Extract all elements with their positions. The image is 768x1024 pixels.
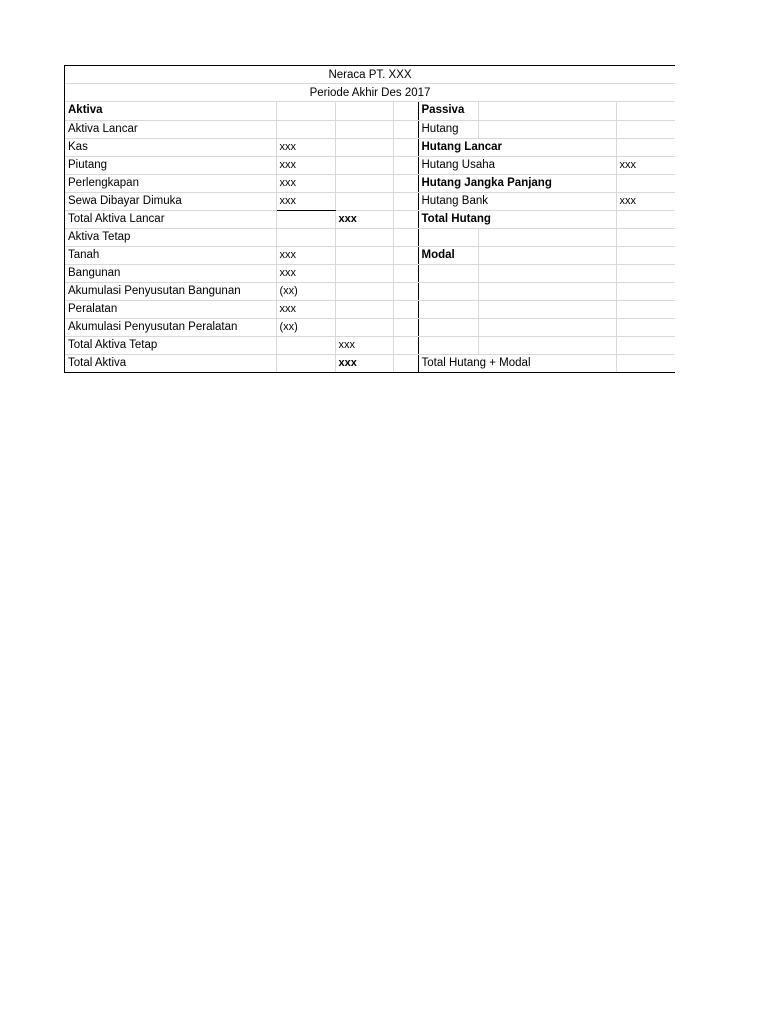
column-divider	[393, 318, 418, 336]
aktiva-label: Aktiva Lancar	[65, 120, 276, 138]
table-row	[65, 246, 675, 264]
passiva-spacer	[478, 120, 616, 138]
passiva-spacer	[478, 102, 616, 120]
aktiva-label: Akumulasi Penyusutan Bangunan	[65, 282, 276, 300]
table-row	[65, 264, 675, 282]
aktiva-value	[276, 102, 335, 120]
table-row	[65, 138, 675, 156]
passiva-value	[616, 336, 675, 354]
passiva-label	[418, 300, 478, 318]
aktiva-label: Total Aktiva Lancar	[65, 210, 276, 228]
passiva-spacer	[478, 300, 616, 318]
sheet-title: Neraca PT. XXX	[65, 66, 675, 84]
aktiva-total	[335, 228, 393, 246]
passiva-label: Hutang Bank	[418, 192, 616, 210]
aktiva-value	[276, 228, 335, 246]
aktiva-total	[335, 264, 393, 282]
table-row	[65, 336, 675, 354]
passiva-spacer	[478, 246, 616, 264]
passiva-spacer	[478, 264, 616, 282]
passiva-value	[616, 210, 675, 228]
column-divider	[393, 156, 418, 174]
passiva-label	[418, 264, 478, 282]
aktiva-total	[335, 282, 393, 300]
passiva-value: xxx	[616, 192, 675, 210]
passiva-value	[616, 120, 675, 138]
aktiva-label: Bangunan	[65, 264, 276, 282]
aktiva-total	[335, 318, 393, 336]
passiva-label: Hutang Usaha	[418, 156, 616, 174]
balance-sheet	[64, 65, 675, 373]
balance-sheet-table	[65, 102, 675, 372]
passiva-label: Hutang Lancar	[418, 138, 616, 156]
passiva-label: Modal	[418, 246, 478, 264]
passiva-label: Total Hutang	[418, 210, 616, 228]
table-row	[65, 354, 675, 372]
column-divider	[393, 282, 418, 300]
aktiva-value	[276, 336, 335, 354]
passiva-value	[616, 102, 675, 120]
table-row	[65, 102, 675, 120]
passiva-spacer	[478, 282, 616, 300]
aktiva-value	[276, 354, 335, 372]
passiva-value	[616, 354, 675, 372]
aktiva-value: xxx	[276, 156, 335, 174]
passiva-label: Hutang Jangka Panjang	[418, 174, 616, 192]
table-row	[65, 282, 675, 300]
aktiva-total	[335, 192, 393, 210]
aktiva-total	[335, 156, 393, 174]
aktiva-label: Sewa Dibayar Dimuka	[65, 192, 276, 210]
column-divider	[393, 210, 418, 228]
passiva-value: xxx	[616, 156, 675, 174]
column-divider	[393, 336, 418, 354]
table-row	[65, 192, 675, 210]
aktiva-value	[276, 120, 335, 138]
passiva-label: Passiva	[418, 102, 478, 120]
aktiva-label: Kas	[65, 138, 276, 156]
passiva-label	[418, 228, 478, 246]
aktiva-value: xxx	[276, 174, 335, 192]
aktiva-total	[335, 246, 393, 264]
column-divider	[393, 102, 418, 120]
passiva-value	[616, 300, 675, 318]
aktiva-total: xxx	[335, 336, 393, 354]
aktiva-value: xxx	[276, 264, 335, 282]
passiva-label	[418, 318, 478, 336]
table-row	[65, 300, 675, 318]
aktiva-label: Total Aktiva	[65, 354, 276, 372]
aktiva-total	[335, 138, 393, 156]
passiva-spacer	[478, 318, 616, 336]
column-divider	[393, 174, 418, 192]
column-divider	[393, 354, 418, 372]
passiva-label: Total Hutang + Modal	[418, 354, 616, 372]
column-divider	[393, 264, 418, 282]
column-divider	[393, 246, 418, 264]
aktiva-value: (xx)	[276, 318, 335, 336]
passiva-spacer	[478, 228, 616, 246]
table-row	[65, 120, 675, 138]
passiva-label	[418, 282, 478, 300]
table-body	[65, 102, 675, 372]
table-row	[65, 228, 675, 246]
aktiva-total	[335, 174, 393, 192]
passiva-label: Hutang	[418, 120, 478, 138]
table-row	[65, 318, 675, 336]
aktiva-value: (xx)	[276, 282, 335, 300]
column-divider	[393, 138, 418, 156]
aktiva-value: xxx	[276, 138, 335, 156]
aktiva-value: xxx	[276, 192, 335, 210]
aktiva-label: Aktiva Tetap	[65, 228, 276, 246]
aktiva-label: Perlengkapan	[65, 174, 276, 192]
aktiva-value: xxx	[276, 300, 335, 318]
passiva-value	[616, 138, 675, 156]
aktiva-value	[276, 210, 335, 228]
aktiva-label: Total Aktiva Tetap	[65, 336, 276, 354]
passiva-label	[418, 336, 478, 354]
aktiva-label: Peralatan	[65, 300, 276, 318]
table-row	[65, 210, 675, 228]
passiva-value	[616, 264, 675, 282]
aktiva-value: xxx	[276, 246, 335, 264]
aktiva-total	[335, 300, 393, 318]
column-divider	[393, 300, 418, 318]
column-divider	[393, 192, 418, 210]
table-row	[65, 156, 675, 174]
table-row	[65, 174, 675, 192]
passiva-spacer	[478, 336, 616, 354]
aktiva-label: Tanah	[65, 246, 276, 264]
passiva-value	[616, 282, 675, 300]
aktiva-label: Akumulasi Penyusutan Peralatan	[65, 318, 276, 336]
passiva-value	[616, 228, 675, 246]
column-divider	[393, 120, 418, 138]
passiva-value	[616, 246, 675, 264]
aktiva-label: Piutang	[65, 156, 276, 174]
aktiva-total: xxx	[335, 354, 393, 372]
aktiva-total	[335, 120, 393, 138]
aktiva-total	[335, 102, 393, 120]
aktiva-label: Aktiva	[65, 102, 276, 120]
sheet-period: Periode Akhir Des 2017	[65, 84, 675, 102]
column-divider	[393, 228, 418, 246]
passiva-value	[616, 174, 675, 192]
passiva-value	[616, 318, 675, 336]
aktiva-total: xxx	[335, 210, 393, 228]
